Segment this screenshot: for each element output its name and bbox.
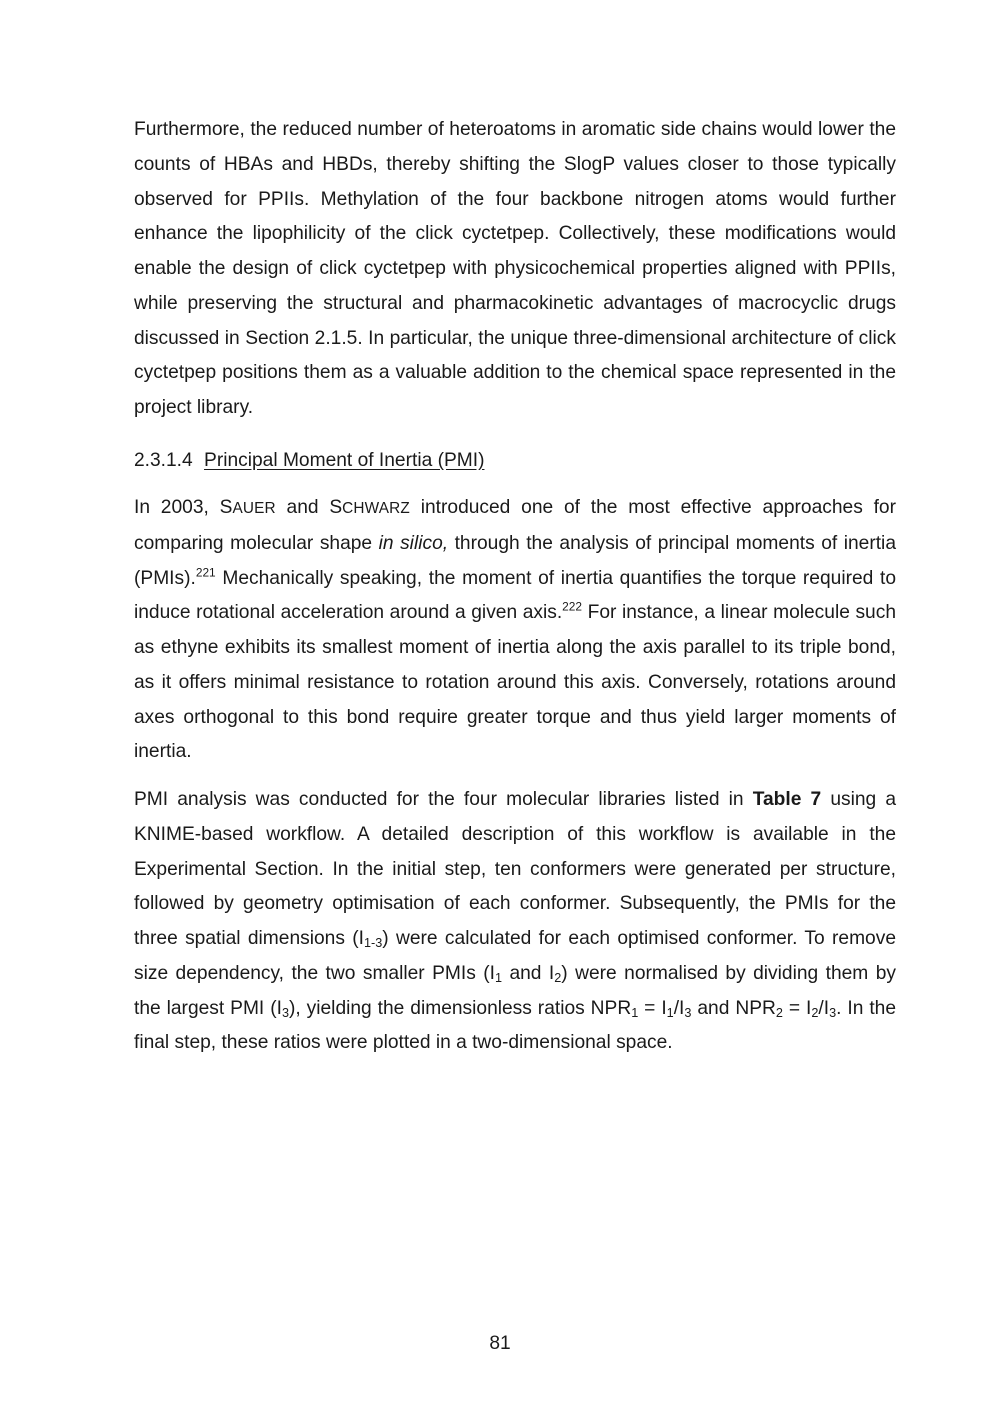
paragraph-intro: [134, 113, 896, 426]
author-smallcaps: AUER: [232, 500, 276, 517]
subscript: 2: [554, 970, 562, 985]
author-smallcaps: CHWARZ: [342, 500, 410, 517]
text-run: /I: [818, 997, 830, 1019]
paragraph-pmi-method: [134, 783, 896, 1061]
text-run: ) were normalised by dividing them by the largest PMI (I: [134, 962, 896, 1019]
paragraph-pmi-background: [134, 491, 896, 770]
subscript: 3: [829, 1005, 837, 1020]
text-run: and: [275, 497, 330, 518]
author-initial: S: [219, 497, 233, 518]
subscript: 2: [811, 1005, 819, 1020]
section-title: Principal Moment of Inertia (PMI): [204, 450, 485, 471]
author-sauer: [220, 497, 276, 518]
subscript: 3: [281, 1005, 289, 1020]
section-heading: [134, 444, 484, 478]
text-run: In 2003,: [134, 497, 220, 518]
subscript: 1: [666, 1005, 674, 1020]
reference-superscript: 221: [195, 565, 216, 580]
italic-term: in silico,: [378, 532, 449, 554]
subscript: 1-3: [363, 935, 383, 950]
text-run: For instance, a linear molecule such as ethyne exhibits its smallest moment of inertia along the axis parallel to its triple bond, as it offers minimal resistance to rotation around this axis. Conversely, rotations around axes orthogonal to this bond require greater torque and thus yield larger moments of inertia.: [134, 602, 896, 763]
reference-superscript: 222: [562, 599, 583, 614]
page-number: 81: [489, 1333, 511, 1354]
subscript: 3: [684, 1005, 692, 1020]
table-reference: Table 7: [752, 789, 822, 810]
section-number: 2.3.1.4: [134, 450, 193, 471]
text-run: Mechanically speaking, the moment of inertia quantifies the torque required to induce rotational acceleration around a given axis.: [134, 567, 896, 624]
text-run: ), yielding the dimensionless ratios NPR: [288, 997, 632, 1019]
subscript: 1: [494, 970, 503, 985]
text-run: = I: [782, 997, 812, 1019]
text-run: . In the final step, these ratios were plotted in a two-dimensional space.: [134, 997, 897, 1054]
text-run: introduced one of the most effective approaches for comparing molecular shape: [134, 497, 896, 554]
text-run: ) were calculated for each optimised conformer. To remove size dependency, the two smaller PMIs (I: [134, 928, 896, 984]
text-run: and I: [502, 962, 555, 984]
text-run: PMI analysis was conducted for the four molecular libraries listed in: [134, 789, 753, 810]
text-run: and NPR: [691, 997, 776, 1019]
paragraph-intro-text: Furthermore, the reduced number of heteroatoms in aromatic side chains would lower the counts of HBAs and HBDs, thereby shifting the SlogP values closer to those typically observed for PPIIs. Methylation of the four backbone nitrogen atoms would further enhance the lipophilicity of the click cyctetpep. Collectively, these modifications would enable the design of click cyctetpep with physicochemical properties aligned with PPIIs, while preserving the structural and pharmacokinetic advantages of macrocyclic drugs discussed in Section 2.1.5. In particular, the unique three-dimensional architecture of click cyctetpep positions them as a valuable addition to the chemical space represented in the project library.: [134, 119, 896, 418]
author-schwarz: [329, 497, 410, 518]
text-run: /I: [673, 997, 685, 1019]
subscript: 2: [775, 1005, 783, 1020]
subscript: 1: [631, 1005, 639, 1020]
text-run: using a KNIME-based workflow. A detailed description of this workflow is available in the Experimental Section. In the initial step, ten conformers were generated per structure, followed by geometry optimisation of each conformer. Subsequently, the PMIs for the three spatial dimensions (I: [134, 789, 896, 949]
text-run: = I: [638, 997, 667, 1019]
author-initial: S: [329, 497, 343, 518]
text-run: through the analysis of principal moments of inertia (PMIs).: [134, 532, 896, 589]
